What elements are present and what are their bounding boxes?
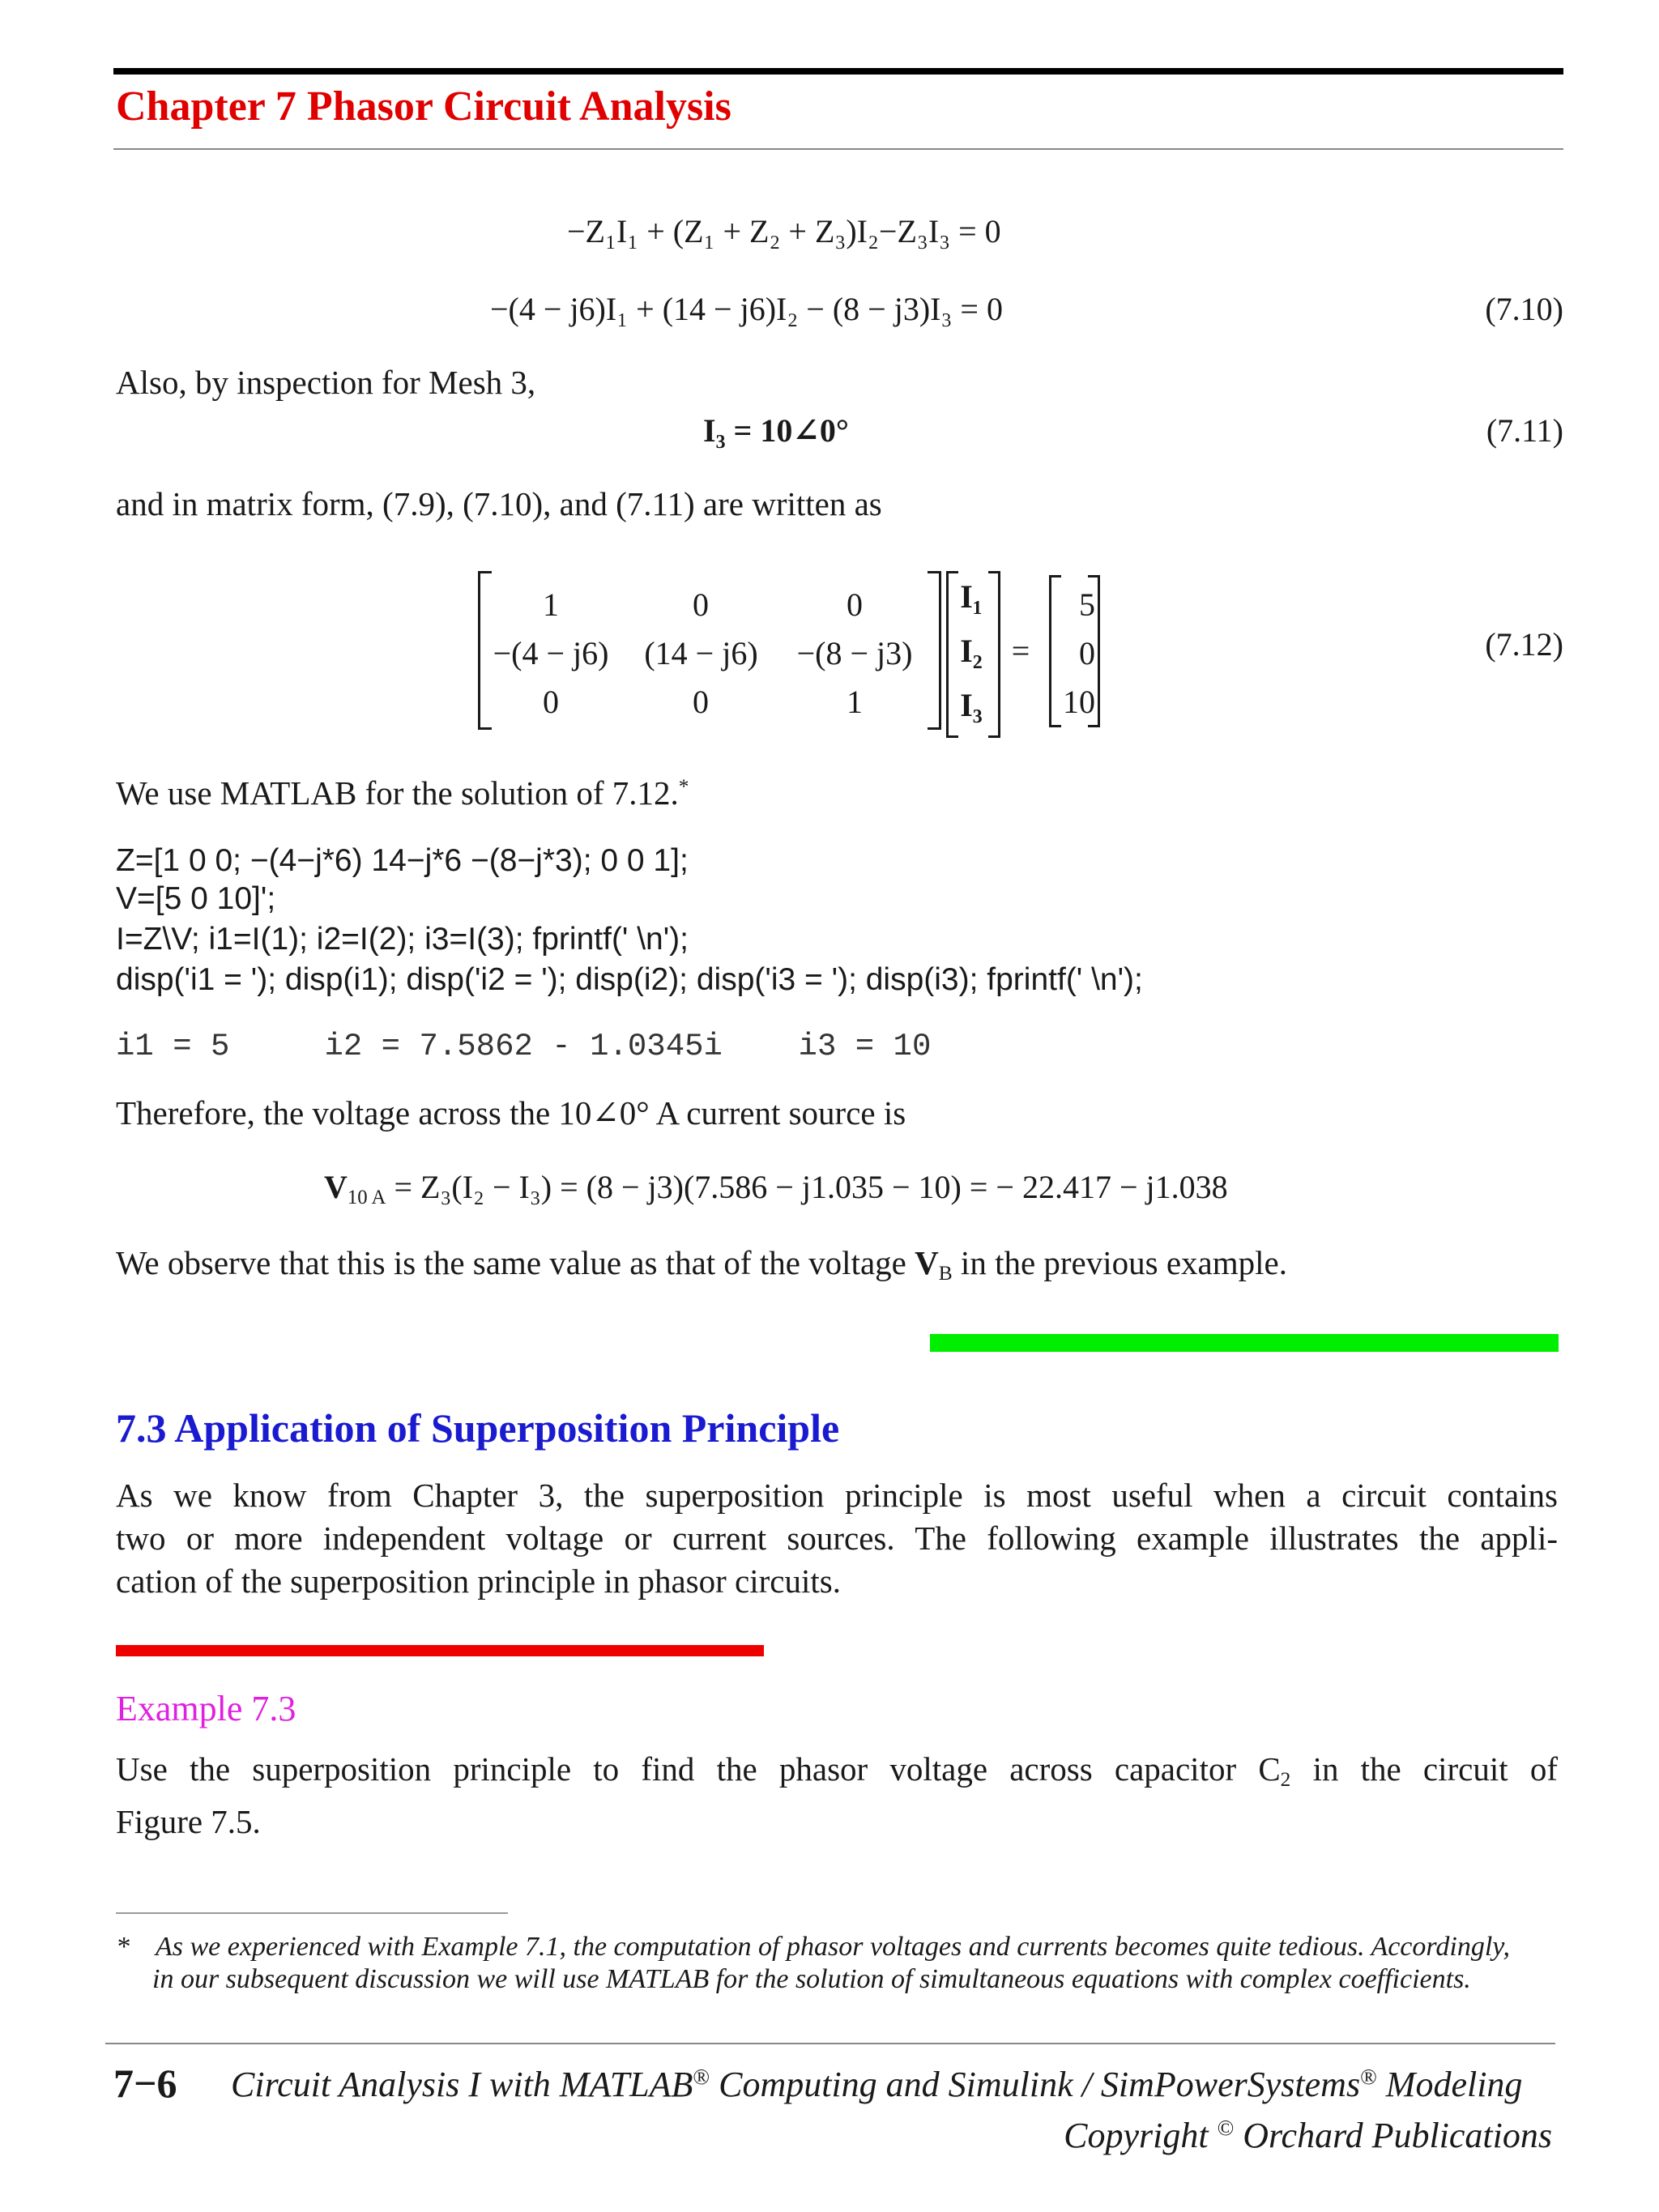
section-paragraph-line: two or more independent voltage or current sources. The following example illustrates the appli-: [116, 1519, 1558, 1557]
footnote-line: in our subsequent discussion we will use MATLAB for the solution of simultaneous equations with complex coefficients.: [152, 1964, 1471, 1994]
unknown-i3: I₃: [960, 687, 983, 723]
unknown-i1: I₁: [960, 578, 983, 615]
matlab-intro-text: We use MATLAB for the solution of 7.12.*: [116, 774, 689, 812]
end-example-green-bar: [930, 1334, 1559, 1352]
unknown-i2: I₂: [960, 633, 983, 669]
matrix-cell: 0: [693, 684, 709, 720]
header-bottom-rule: [113, 148, 1563, 150]
matrix-cell: (14 − j6): [644, 635, 758, 671]
matrix-cell: 0: [693, 586, 709, 623]
footnote-mark: *: [678, 775, 689, 799]
matrix-cell: 0: [543, 684, 559, 720]
equation-number-7-11: (7.11): [1486, 412, 1563, 449]
equation-mesh2-symbolic: −Z₁I₁ + (Z₁ + Z₂ + Z₃)I₂−Z₃I₃ = 0: [567, 213, 1001, 249]
equation-number-7-12: (7.12): [1485, 626, 1563, 663]
equation-number-7-10: (7.10): [1485, 291, 1563, 327]
matrix-right-bracket: [928, 571, 941, 730]
header-top-rule: [113, 68, 1563, 75]
copyright-symbol: ©: [1217, 2116, 1235, 2140]
example-text-line: Figure 7.5.: [116, 1803, 261, 1840]
equation-mesh3: I₃ = 10∠0°: [703, 412, 849, 449]
code-line: I=Z\V; i1=I(1); i2=I(2); i3=I(3); fprintf(' \n');: [116, 922, 689, 957]
matlab-output: i1 = 5 i2 = 7.5862 - 1.0345i i3 = 10: [116, 1029, 932, 1064]
footnote-mark: *: [116, 1932, 130, 1962]
rhs-value: 5: [1079, 586, 1095, 623]
observation-text: We observe that this is the same value as that of the voltage $V_B$ in the previous example.: [116, 1244, 1287, 1285]
matrix-cell: 1: [543, 586, 559, 623]
code-line: V=[5 0 10]';: [116, 881, 276, 916]
voltage-intro-text: Therefore, the voltage across the 10∠0° A current source is: [116, 1094, 906, 1132]
matrix-cell: −(4 − j6): [493, 635, 609, 671]
rhs-value: 10: [1063, 684, 1095, 720]
section-paragraph-line: As we know from Chapter 3, the superposition principle is most useful when a circuit contains: [116, 1477, 1558, 1514]
registered-mark: ®: [693, 2065, 710, 2089]
matrix-intro-text: and in matrix form, (7.9), (7.10), and (7.11) are written as: [116, 485, 882, 522]
footnote-rule: [116, 1912, 508, 1914]
matrix-equation: [478, 571, 1126, 733]
code-line: Z=[1 0 0; −(4−j*6) 14−j*6 −(8−j*3); 0 0 1];: [116, 843, 689, 878]
matrix-cell: 0: [847, 586, 863, 623]
section-paragraph-line: cation of the superposition principle in phasor circuits.: [116, 1562, 841, 1600]
chapter-title: Chapter 7 Phasor Circuit Analysis: [116, 83, 731, 130]
section-title: 7.3 Application of Superposition Principle: [116, 1405, 840, 1451]
rhs-value: 0: [1079, 635, 1095, 671]
registered-mark: ®: [1360, 2065, 1377, 2089]
equals-sign: =: [1011, 633, 1030, 669]
equation-mesh2-numeric: −(4 − j6)I₁ + (14 − j6)I₂ − (8 − j3)I₃ = 0: [490, 291, 1003, 327]
example-text-line: Use the superposition principle to find the phasor voltage across capacitor $C_2$ in the circuit of: [116, 1750, 1558, 1792]
voltage-equation: $V_{10 A} = Z_3(I_2 - I_3) = (8 - j3)(7.586 - j1.035 - 10)$ = − 22.417 − j1.038: [324, 1169, 1228, 1208]
matrix-cell: −(8 − j3): [796, 635, 913, 671]
page-number: 7−6: [113, 2061, 177, 2106]
footer-rule: [105, 2043, 1555, 2044]
footer-copyright: Copyright © Orchard Publications: [1064, 2116, 1552, 2155]
example-title: Example 7.3: [116, 1689, 296, 1728]
footer-book-title: Circuit Analysis I with MATLAB® Computing and Simulink / SimPowerSystems® Modeling: [231, 2065, 1523, 2104]
matrix-cell: 1: [847, 684, 863, 720]
example-red-bar: [116, 1645, 764, 1656]
mesh3-intro-text: Also, by inspection for Mesh 3,: [116, 364, 536, 401]
code-line: disp('i1 = '); disp(i1); disp('i2 = '); disp(i2); disp('i3 = '); disp(i3); fprintf(' \n');: [116, 962, 1143, 997]
footnote-line: As we experienced with Example 7.1, the computation of phasor voltages and currents becomes quite tedious. Accordingly,: [156, 1932, 1510, 1962]
